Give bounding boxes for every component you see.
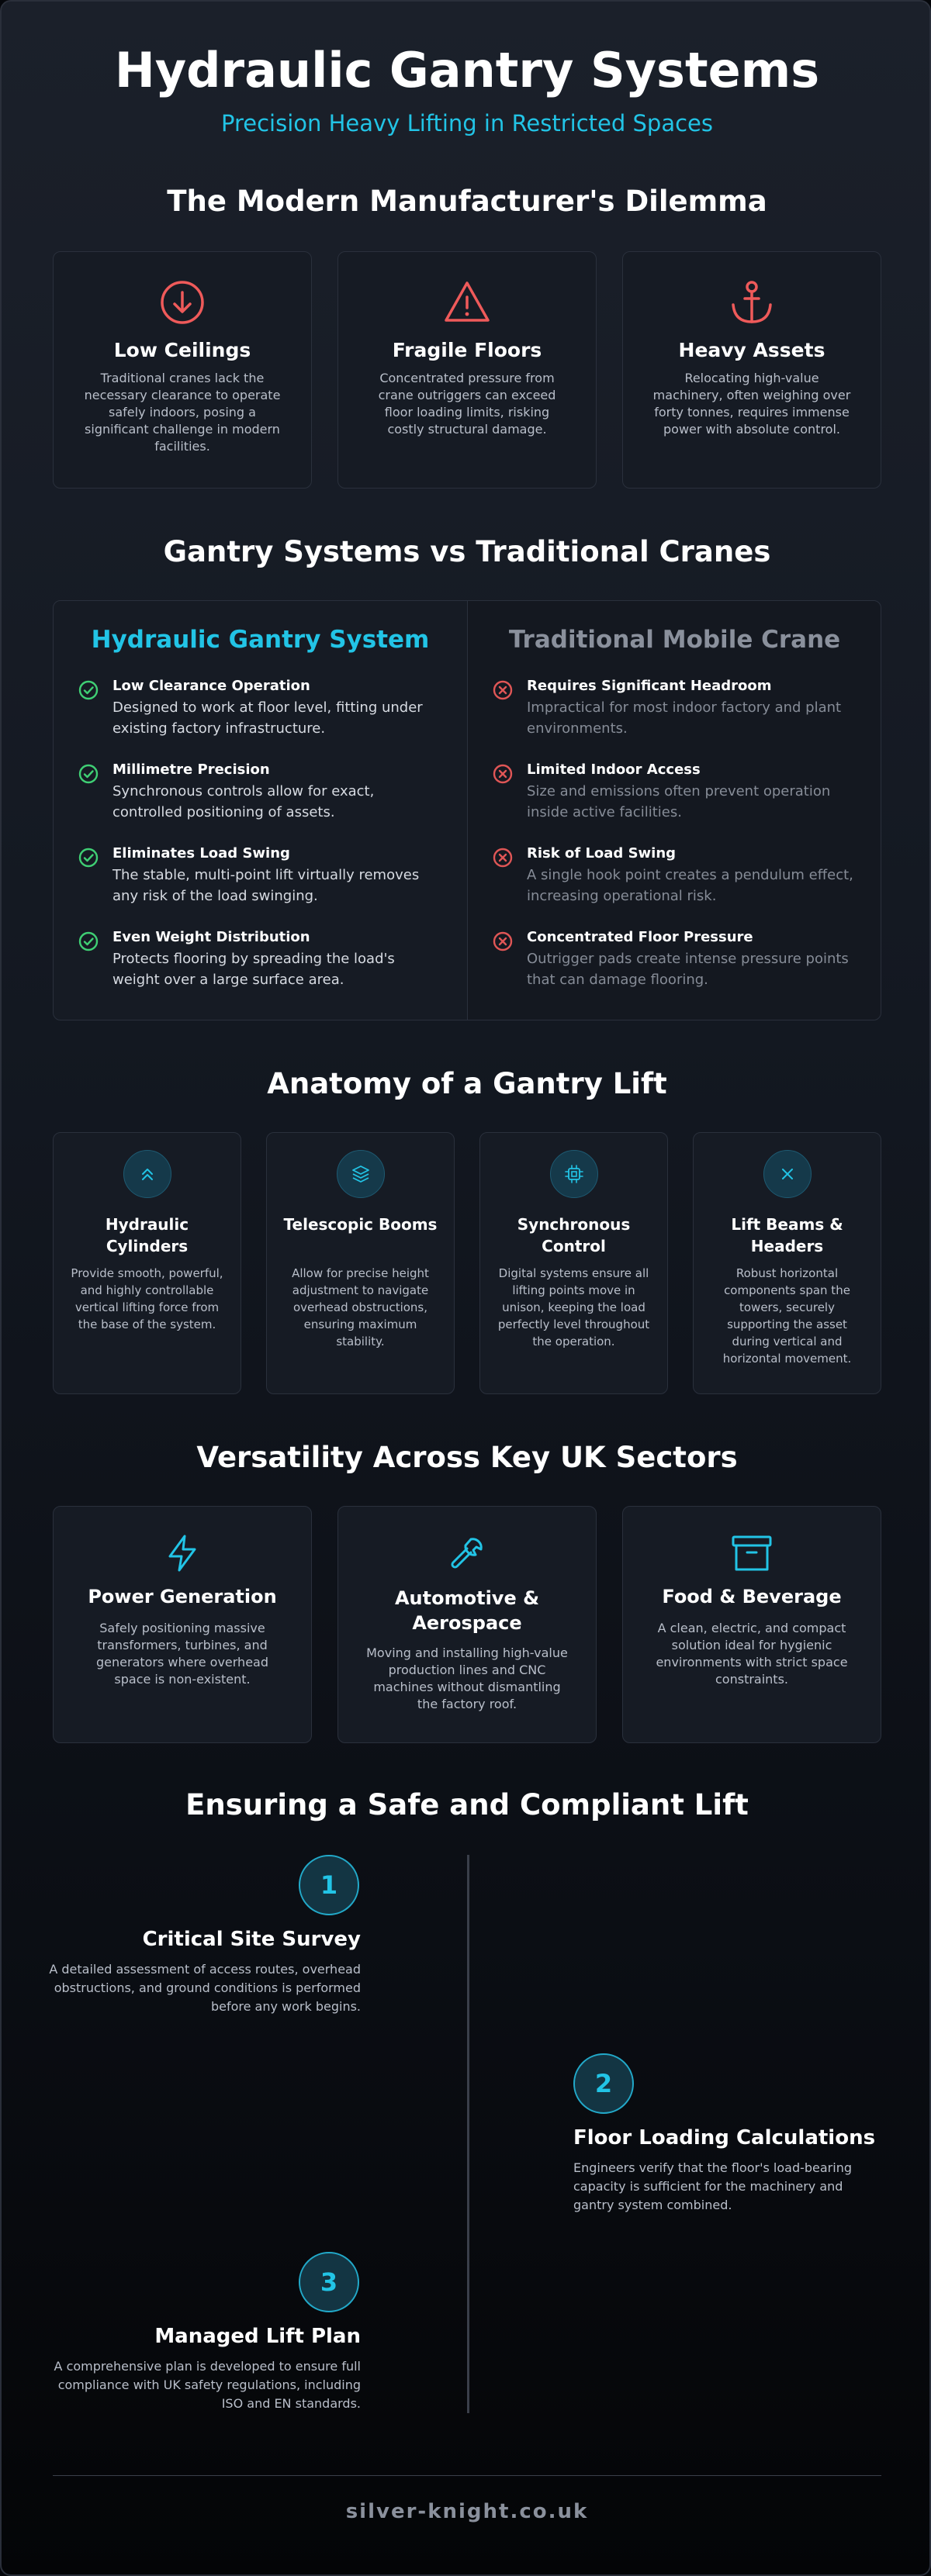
card-title: Lift Beams & Headers bbox=[731, 1215, 843, 1255]
check-circle-icon bbox=[78, 680, 99, 700]
page-title: Hydraulic Gantry Systems bbox=[114, 42, 820, 98]
item-title: Even Weight Distribution bbox=[112, 929, 310, 945]
section-title-anatomy: Anatomy of a Gantry Lift bbox=[267, 1067, 667, 1100]
item-text: Size and emissions often prevent operation inside active facilities. bbox=[527, 783, 831, 820]
anatomy-card-beams bbox=[693, 1132, 881, 1394]
check-circle-icon bbox=[78, 848, 99, 868]
item-text: Designed to work at floor level, fitting under existing factory infrastructure. bbox=[112, 699, 423, 737]
step-number-badge: 3 bbox=[299, 2252, 359, 2312]
sector-card-power bbox=[53, 1506, 312, 1743]
dilemma-card-fragile-floors bbox=[337, 251, 597, 489]
check-circle-icon bbox=[78, 931, 99, 951]
card-text: Concentrated pressure from crane outriggers can exceed floor loading limits, risking costly structural damage. bbox=[378, 371, 556, 437]
card-text: A clean, electric, and compact solution ideal for hygienic environments with strict space constraints. bbox=[656, 1621, 848, 1687]
anatomy-card-cylinders bbox=[53, 1132, 241, 1394]
section-title-sectors: Versatility Across Key UK Sectors bbox=[196, 1441, 738, 1474]
card-text: Allow for precise height adjustment to navigate overhead obstructions, ensuring maximum stability. bbox=[292, 1266, 429, 1348]
step-text: A comprehensive plan is developed to ensure full compliance with UK safety regulations, including ISO and EN standards. bbox=[54, 2359, 361, 2411]
item-title: Risk of Load Swing bbox=[527, 845, 677, 862]
anchor-icon bbox=[728, 278, 776, 326]
card-text: Robust horizontal components span the towers, securely supporting the asset during vertical and horizontal movement. bbox=[722, 1266, 852, 1366]
step-title: Floor Loading Calculations bbox=[573, 2126, 876, 2150]
section-title-comparison: Gantry Systems vs Traditional Cranes bbox=[163, 535, 771, 568]
comparison-left-item bbox=[112, 761, 446, 823]
step-title: Critical Site Survey bbox=[142, 1928, 361, 1951]
arrow-down-circle-icon bbox=[158, 278, 206, 326]
item-text: Impractical for most indoor factory and plant environments. bbox=[527, 699, 842, 737]
item-title: Low Clearance Operation bbox=[112, 678, 310, 694]
card-title: Telescopic Booms bbox=[283, 1215, 438, 1234]
card-text: Provide smooth, powerful, and highly controllable vertical lifting force from the base of the system. bbox=[71, 1266, 223, 1331]
sector-card-automotive bbox=[337, 1506, 597, 1743]
comparison-right-item bbox=[527, 928, 860, 990]
archive-box-icon bbox=[731, 1535, 773, 1572]
item-title: Requires Significant Headroom bbox=[527, 678, 772, 694]
footer-divider bbox=[53, 2475, 881, 2476]
wrench-icon bbox=[447, 1533, 487, 1573]
step-number-badge: 1 bbox=[299, 1855, 359, 1915]
comparison-divider bbox=[467, 601, 468, 1020]
card-text: Digital systems ensure all lifting points move in unison, keeping the load perfectly level throughout the operation. bbox=[497, 1266, 650, 1348]
section-title-safety: Ensuring a Safe and Compliant Lift bbox=[185, 1788, 749, 1822]
item-text: Outrigger pads create intense pressure points that can damage flooring. bbox=[527, 951, 849, 988]
comparison-right-item bbox=[527, 761, 860, 823]
comparison-left-item bbox=[112, 677, 446, 739]
lightning-icon bbox=[162, 1533, 202, 1573]
x-icon bbox=[778, 1165, 797, 1183]
card-text: Moving and installing high-value production lines and CNC machines without dismantling the factory roof. bbox=[366, 1645, 568, 1711]
x-circle-icon bbox=[493, 680, 513, 700]
dilemma-card-heavy-assets bbox=[622, 251, 881, 489]
comparison-right-heading: Traditional Mobile Crane bbox=[508, 626, 841, 654]
warning-triangle-icon bbox=[442, 278, 492, 326]
anatomy-card-booms bbox=[266, 1132, 455, 1394]
timeline-line bbox=[467, 1855, 469, 2413]
footer-website: silver-knight.co.uk bbox=[345, 2500, 589, 2523]
step-text: A detailed assessment of access routes, overhead obstructions, and ground conditions is performed before any work begins. bbox=[49, 1962, 361, 2014]
card-text: Relocating high-value machinery, often weighing over forty tonnes, requires immense power with absolute control. bbox=[652, 371, 851, 437]
x-circle-icon bbox=[493, 848, 513, 868]
section-title-dilemma: The Modern Manufacturer's Dilemma bbox=[167, 185, 767, 218]
card-title: Food & Beverage bbox=[662, 1586, 842, 1607]
dilemma-card-low-ceilings bbox=[53, 251, 312, 489]
anatomy-card-control bbox=[479, 1132, 668, 1394]
comparison-table bbox=[53, 600, 881, 1020]
layers-icon bbox=[351, 1164, 371, 1184]
card-title: Heavy Assets bbox=[678, 339, 825, 361]
x-circle-icon bbox=[493, 931, 513, 951]
card-title: Power Generation bbox=[88, 1586, 277, 1607]
step-title: Managed Lift Plan bbox=[154, 2325, 361, 2348]
page-subtitle: Precision Heavy Lifting in Restricted Spaces bbox=[221, 110, 713, 136]
item-text: A single hook point creates a pendulum effect, increasing operational risk. bbox=[527, 867, 853, 904]
comparison-right-item bbox=[527, 677, 860, 739]
card-text: Traditional cranes lack the necessary clearance to operate safely indoors, posing a significant challenge in modern facilities. bbox=[84, 371, 281, 454]
step-number-badge: 2 bbox=[573, 2053, 634, 2114]
sector-card-food bbox=[622, 1506, 881, 1743]
card-title: Fragile Floors bbox=[392, 339, 542, 361]
card-title: Hydraulic Cylinders bbox=[105, 1215, 189, 1255]
comparison-left-item bbox=[112, 928, 446, 990]
item-title: Eliminates Load Swing bbox=[112, 845, 290, 862]
cpu-chip-icon bbox=[564, 1164, 584, 1184]
card-text: Safely positioning massive transformers, turbines, and generators where overhead space is non-existent. bbox=[96, 1621, 268, 1687]
step-text: Engineers verify that the floor's load-bearing capacity is sufficient for the machinery and gantry system combined. bbox=[573, 2160, 852, 2212]
comparison-left-item bbox=[112, 844, 446, 906]
comparison-right-item bbox=[527, 844, 860, 906]
chevrons-up-icon bbox=[138, 1165, 157, 1183]
card-title: Low Ceilings bbox=[113, 339, 251, 361]
check-circle-icon bbox=[78, 764, 99, 784]
item-title: Limited Indoor Access bbox=[527, 761, 701, 778]
item-title: Concentrated Floor Pressure bbox=[527, 929, 753, 945]
comparison-left-heading: Hydraulic Gantry System bbox=[91, 626, 430, 654]
item-text: Synchronous controls allow for exact, controlled positioning of assets. bbox=[112, 783, 375, 820]
card-title: Automotive & Aerospace bbox=[394, 1587, 540, 1634]
x-circle-icon bbox=[493, 764, 513, 784]
item-text: The stable, multi-point lift virtually removes any risk of the load swinging. bbox=[112, 867, 420, 904]
item-text: Protects flooring by spreading the load's weight over a large surface area. bbox=[112, 951, 395, 988]
card-title: Synchronous Control bbox=[517, 1215, 631, 1255]
item-title: Millimetre Precision bbox=[112, 761, 270, 778]
